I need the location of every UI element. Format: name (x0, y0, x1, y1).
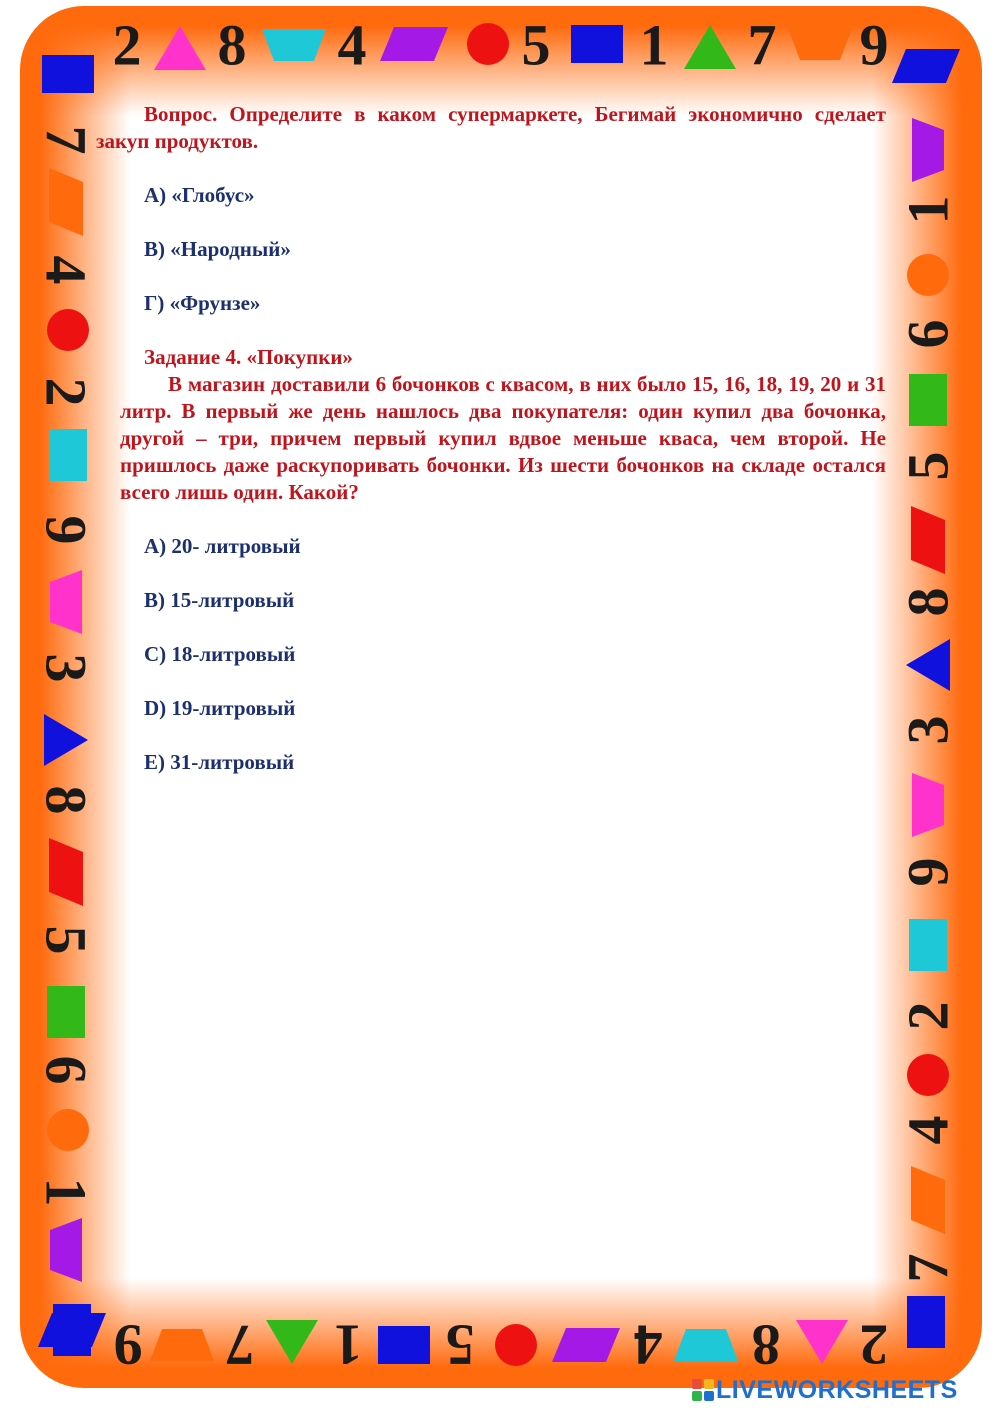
task-option-d: D) 19-литровый (144, 696, 296, 720)
border-digit-right-4: 3 (895, 715, 961, 745)
question-option-c: Г) «Фрунзе» (144, 291, 261, 315)
border-digit-bottom-0: 9 (113, 1312, 143, 1378)
square-shape (49, 429, 87, 481)
border-digit-left-0: 7 (33, 125, 99, 155)
square-shape (378, 1326, 430, 1364)
triangle-shape (906, 639, 950, 691)
question-option-b: В) «Народный» (144, 237, 291, 261)
question-text: Вопрос. Определите в каком супермаркете, Бегимай экономично сделает закуп продуктов. (96, 102, 886, 153)
border-digit-left-4: 3 (33, 653, 99, 683)
brand-label: LIVEWORKSHEETS (716, 1376, 958, 1404)
square-shape (42, 55, 94, 93)
border-digit-bottom-2: 1 (333, 1312, 363, 1378)
trapezoid-shape (674, 1329, 738, 1361)
border-digit-left-7: 6 (33, 1055, 99, 1085)
trapezoid-shape (50, 570, 82, 634)
border-digit-top-5: 7 (747, 12, 777, 78)
square-shape (907, 1296, 945, 1348)
task-option-b: В) 15-литровый (144, 588, 295, 612)
parallelogram-shape (38, 1313, 106, 1347)
border-digit-bottom-6: 2 (859, 1312, 889, 1378)
border-digit-right-5: 9 (895, 857, 961, 887)
circle-shape (907, 254, 949, 296)
border-digit-right-1: 6 (895, 319, 961, 349)
circle-shape (47, 309, 89, 351)
border-digit-right-3: 8 (895, 587, 961, 617)
border-digit-top-3: 5 (521, 12, 551, 78)
trapezoid-shape (50, 1218, 82, 1282)
border-digit-right-7: 4 (895, 1115, 961, 1145)
border-digit-right-6: 2 (895, 1001, 961, 1031)
parallelogram-shape (552, 1328, 620, 1362)
parallelogram-shape (911, 506, 945, 574)
circle-shape (467, 23, 509, 65)
border-digit-top-1: 8 (217, 12, 247, 78)
border-digit-left-8: 1 (33, 1177, 99, 1207)
task-option-c: С) 18-литровый (144, 642, 296, 666)
square-shape (47, 986, 85, 1038)
question-option-a: А) «Глобус» (144, 183, 255, 207)
border-digit-left-3: 9 (33, 515, 99, 545)
trapezoid-shape (150, 1329, 214, 1361)
border-digit-left-1: 4 (33, 255, 99, 285)
parallelogram-shape (380, 27, 448, 61)
border-digit-left-5: 8 (33, 785, 99, 815)
task-title: Задание 4. «Покупки» (144, 345, 353, 369)
parallelogram-shape (49, 838, 83, 906)
square-shape (909, 919, 947, 971)
border-digit-top-2: 4 (337, 12, 367, 78)
circle-shape (907, 1054, 949, 1096)
square-shape (571, 25, 623, 63)
circle-shape (495, 1324, 537, 1366)
border-digit-bottom-5: 8 (751, 1312, 781, 1378)
triangle-shape (266, 1320, 318, 1364)
task-option-a: А) 20- литровый (144, 534, 301, 558)
border-digit-top-4: 1 (639, 12, 669, 78)
triangle-shape (684, 25, 736, 69)
triangle-shape (44, 714, 88, 766)
trapezoid-shape (262, 29, 326, 61)
circle-shape (47, 1109, 89, 1151)
border-digit-left-2: 2 (33, 377, 99, 407)
border-digit-top-0: 2 (112, 12, 142, 78)
border-digit-top-6: 9 (859, 12, 889, 78)
trapezoid-shape (912, 118, 944, 182)
square-shape (909, 374, 947, 426)
triangle-shape (796, 1320, 848, 1364)
parallelogram-shape (911, 1166, 945, 1234)
trapezoid-shape (912, 773, 944, 837)
task-body: В магазин доставили 6 бочонков с квасом, в них было 15, 16, 18, 19, 20 и 31 литр. В первый же день нашлось два покупателя: один купил два бочонка, другой – три, причем первый купил вдвое меньше кваса, чем второй. Не пришлось даже раскупоривать бочонки. Из шести бочонков на складе остался всего лишь один. Какой? (120, 372, 886, 504)
border-digit-bottom-3: 5 (445, 1312, 475, 1378)
parallelogram-shape (892, 49, 960, 83)
border-digit-right-0: 1 (895, 195, 961, 225)
border-digit-bottom-1: 7 (225, 1312, 255, 1378)
border-digit-left-6: 5 (33, 925, 99, 955)
liveworksheets-brand[interactable] (692, 1377, 958, 1403)
task-option-e: Е) 31-литровый (144, 750, 295, 774)
border-digit-bottom-4: 4 (633, 1312, 663, 1378)
border-digit-right-8: 7 (895, 1253, 961, 1283)
parallelogram-shape (49, 168, 83, 236)
liveworksheets-logo-icon (692, 1379, 714, 1401)
triangle-shape (154, 26, 206, 70)
worksheet-content (96, 101, 886, 776)
trapezoid-shape (788, 28, 852, 60)
border-digit-right-2: 5 (895, 451, 961, 481)
